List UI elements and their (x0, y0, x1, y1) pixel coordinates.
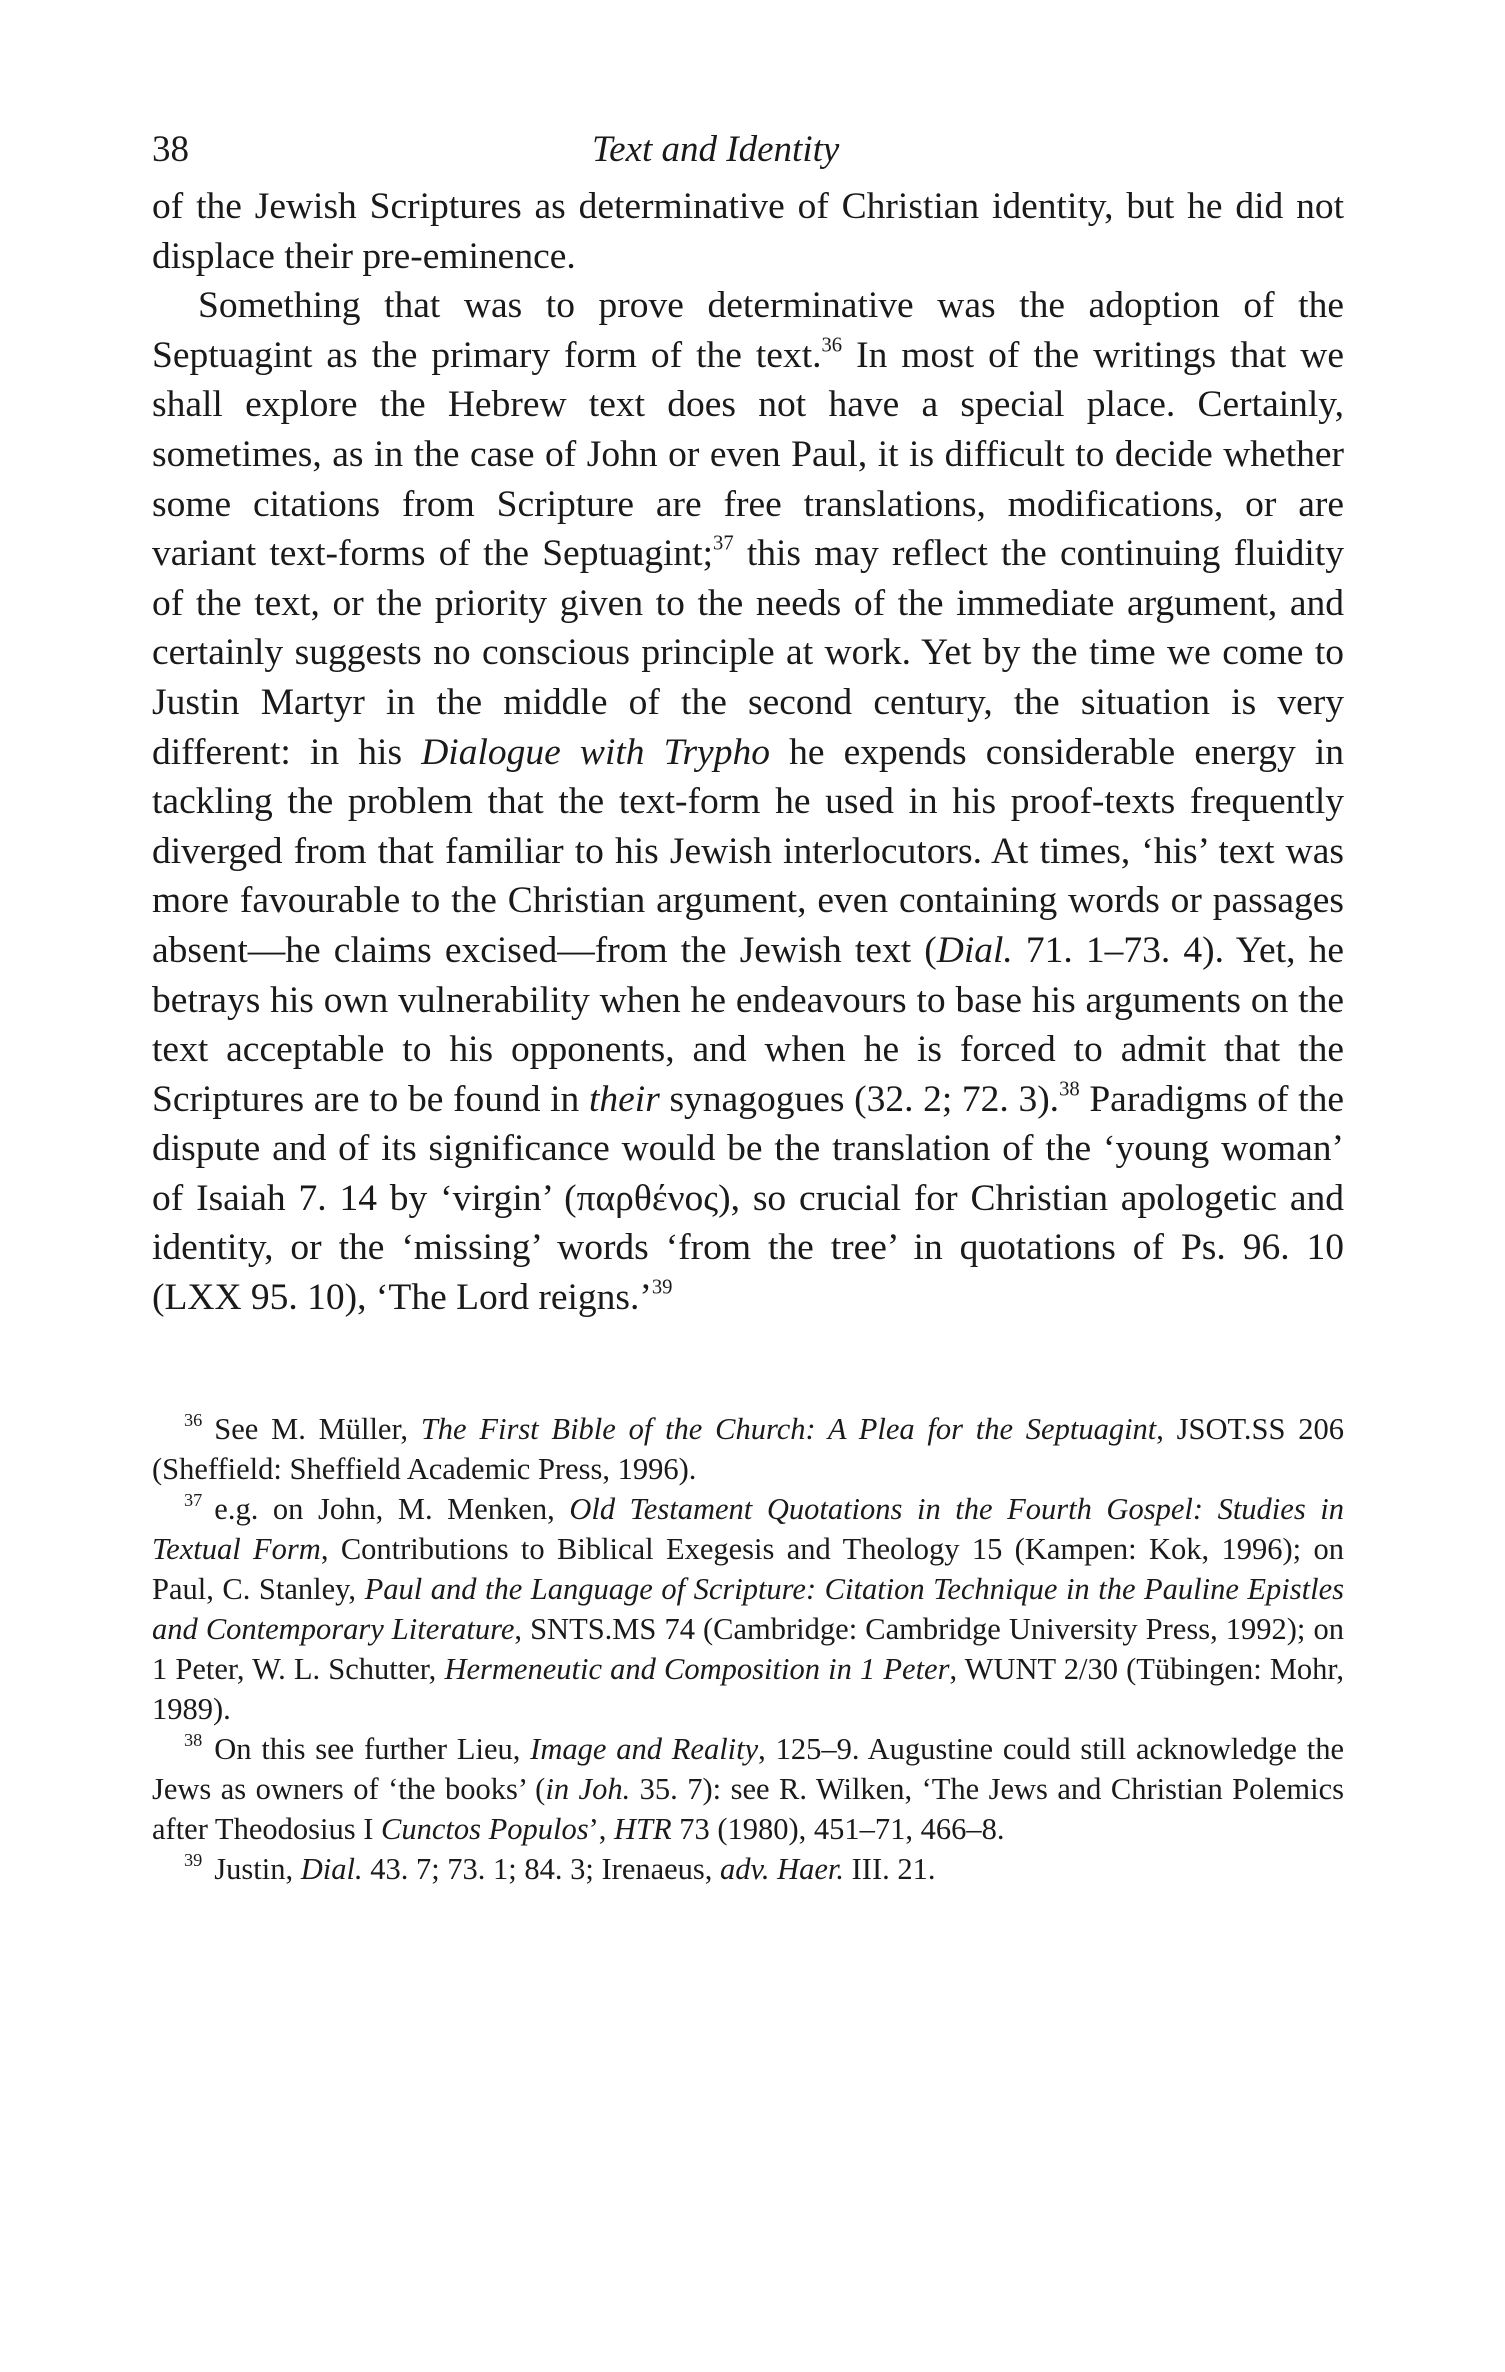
work-title: Paul and the Language of Scripture: Citation Technique in the Pauline Epistles and Contemporary Literature (152, 1571, 1344, 1646)
body-text (152, 182, 1344, 1323)
journal-title: HTR (613, 1811, 672, 1846)
text-run: this may reflect the continuing fluidity of the text, or the priority given to the needs of the immediate argument, and certainly suggests no conscious principle at work. Yet by the time we come to Justin Martyr in the middle of the second century, the situation is very different: in his (152, 533, 1344, 773)
text-run: ’, (588, 1811, 614, 1846)
work-title: in Joh. (545, 1771, 631, 1806)
footnote-ref-39: 39 (651, 1276, 673, 1299)
footnote-ref-38: 38 (1059, 1078, 1080, 1101)
page-number: 38 (152, 129, 189, 170)
text-run: , Contributions to Biblical Exegesis and Theology 15 (Kampen: Kok, 1996); on Paul, C. Stanley, (152, 1531, 1344, 1606)
footnotes (152, 1409, 1344, 1889)
work-title: Dial. (300, 1851, 363, 1886)
work-title: Cunctos Populos (380, 1811, 589, 1846)
work-title: The First Bible of the Church: A Plea for the Septuagint (420, 1411, 1157, 1446)
text-run: , WUNT 2/30 (Tübingen: Mohr, 1989). (152, 1651, 1344, 1726)
text-run: he expends considerable energy in tackling the problem that the text-form he used in his proof-texts frequently diverged from that familiar to his Jewish interlocutors. At times, ‘his’ text was more favourable to the Christian argument, even containing words or passages absent—he claims excised—from the Jewish text ( (152, 731, 1345, 971)
footnote-36 (152, 1409, 1344, 1489)
work-title: adv. Haer. (720, 1851, 844, 1886)
text-run: III. 21. (844, 1851, 936, 1886)
footnote-ref-36: 36 (821, 334, 843, 357)
running-title: Text and Identity (592, 129, 840, 170)
footnote-mark: 39 (184, 1849, 203, 1870)
running-head (152, 128, 1344, 182)
footnote-mark: 38 (184, 1729, 203, 1750)
text-run: Paradigms of the dispute and of its significance would be the translation of the ‘young woman’ of Isaiah 7. 14 by ‘virgin’ (παρθένος), so crucial for Christian apologetic and identity, or the ‘missing’ words ‘from the tree’ in quotations of Ps. 96. 10 (LXX 95. 10), ‘The Lord reigns.’ (152, 1078, 1344, 1319)
footnote-38 (152, 1729, 1344, 1849)
footnote-39 (152, 1849, 1344, 1889)
emphasis-their: their (588, 1078, 660, 1120)
text-run: , 125–9. Augustine could still acknowledge the Jews as owners of ‘the books’ ( (152, 1731, 1344, 1806)
text-run: In most of the writings that we shall explore the Hebrew text does not have a special place. Certainly, sometimes, as in the case of John or even Paul, it is difficult to decide whether some citations from Scripture are free translations, modifications, or are variant text-forms of the Septuagint; (152, 334, 1344, 575)
work-title: Image and Reality (530, 1731, 759, 1766)
footnote-37 (152, 1489, 1344, 1729)
text-run: Something that was to prove determinative was the adoption of the Septuagint as the primary form of the text. (152, 285, 1344, 376)
paragraph-continuation: of the Jewish Scriptures as determinative of Christian identity, but he did not displace their pre-eminence. (152, 186, 1344, 277)
footnote-ref-37: 37 (713, 532, 734, 555)
paragraph-septuagint (152, 281, 1344, 1322)
work-title: Old Testament Quotations in the Fourth Gospel: Studies in Textual Form (152, 1491, 1344, 1566)
text-run: 73 (1980), 451–71, 466–8. (671, 1811, 1005, 1846)
text-run: e.g. on John, M. Menken, (214, 1491, 570, 1526)
page (152, 128, 1344, 1889)
text-run: Justin, (214, 1851, 301, 1886)
text-run: synagogues (32. 2; 72. 3). (659, 1078, 1060, 1120)
text-run: 35. 7): see R. Wilken, ‘The Jews and Christian Polemics after Theodosius I (152, 1771, 1345, 1846)
footnote-mark: 36 (184, 1409, 203, 1430)
work-title: Hermeneutic and Composition in 1 Peter (444, 1651, 950, 1686)
work-title-dialogue: Dialogue with Trypho (421, 731, 770, 773)
footnote-mark: 37 (184, 1489, 203, 1510)
text-run: 71. 1–73. 4). Yet, he betrays his own vulnerability when he endeavours to base his arguments on the text acceptable to his opponents, and when he is forced to admit that the Scriptures are to be found in (152, 929, 1344, 1120)
text-run: , JSOT.SS 206 (Sheffield: Sheffield Academic Press, 1996). (152, 1411, 1344, 1486)
text-run: See M. Müller, (214, 1411, 421, 1446)
text-run: 43. 7; 73. 1; 84. 3; Irenaeus, (362, 1851, 721, 1886)
work-abbr-dial: Dial. (936, 929, 1013, 971)
text-run: , SNTS.MS 74 (Cambridge: Cambridge University Press, 1992); on 1 Peter, W. L. Schutter, (152, 1611, 1344, 1686)
text-run: On this see further Lieu, (214, 1731, 531, 1766)
